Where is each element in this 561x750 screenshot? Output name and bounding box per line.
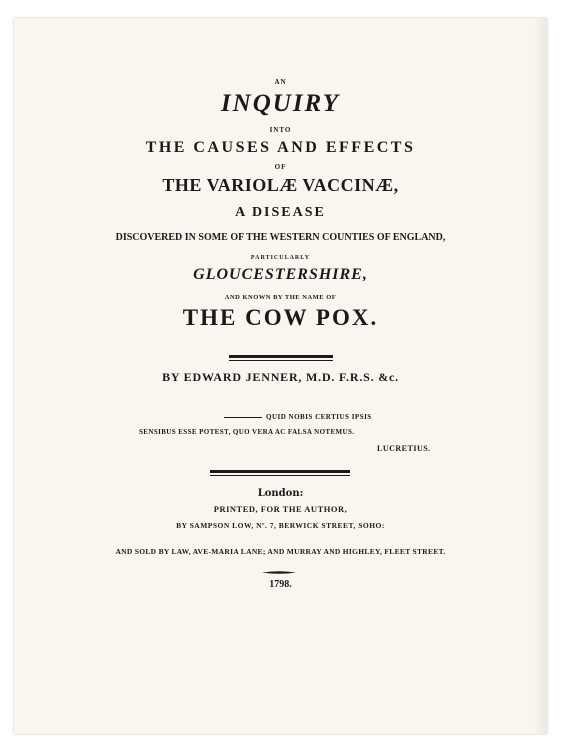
title-page — [14, 18, 547, 734]
rule-thick — [210, 470, 350, 473]
imprint-printer: BY SAMPSON LOW, Nº. 7, BERWICK STREET, SOHO: — [176, 521, 385, 530]
title-causes-effects: THE CAUSES AND EFFECTS — [145, 139, 416, 156]
title-inquiry: INQUIRY — [220, 90, 341, 117]
motto-dash — [224, 417, 262, 418]
title-variolae-vaccinae: THE VARIOLÆ VACCINÆ, — [162, 175, 399, 195]
rule-thick — [229, 355, 333, 358]
author-line: BY EDWARD JENNER, M.D. F.R.S. &c. — [162, 370, 399, 384]
rule-thin — [210, 475, 350, 476]
imprint-city: London: — [257, 488, 304, 499]
title-particularly: PARTICULARLY — [250, 255, 311, 261]
title-into: INTO — [269, 126, 292, 134]
title-known-by-name: AND KNOWN BY THE NAME OF — [224, 294, 337, 301]
title-cow-pox: THE COW POX. — [182, 305, 379, 330]
motto-attribution: LUCRETIUS. — [377, 444, 431, 453]
title-a-disease: A DISEASE — [235, 205, 326, 220]
imprint-year: 1798. — [269, 579, 292, 590]
double-rule-lower — [210, 470, 350, 476]
title-of: OF — [274, 163, 287, 171]
imprint-printed-for: PRINTED, FOR THE AUTHOR, — [213, 504, 348, 514]
motto-text-1: QUID NOBIS CERTIUS IPSIS — [266, 413, 372, 421]
imprint-sold-by: AND SOLD BY LAW, AVE-MARIA LANE; AND MURRAY AND HIGHLEY, FLEET STREET. — [115, 547, 446, 556]
rule-thin — [229, 360, 333, 361]
motto-line-2: SENSIBUS ESSE POTEST, QUO VERA AC FALSA NOTEMUS. — [139, 428, 355, 436]
double-rule-upper — [229, 355, 333, 361]
ornament-rule — [262, 570, 296, 575]
title-an: AN — [274, 78, 287, 86]
title-gloucestershire: GLOUCESTERSHIRE, — [193, 266, 368, 283]
motto-line-1 — [224, 413, 372, 421]
title-discovered-line: DISCOVERED IN SOME OF THE WESTERN COUNTIES OF ENGLAND, — [115, 232, 446, 243]
